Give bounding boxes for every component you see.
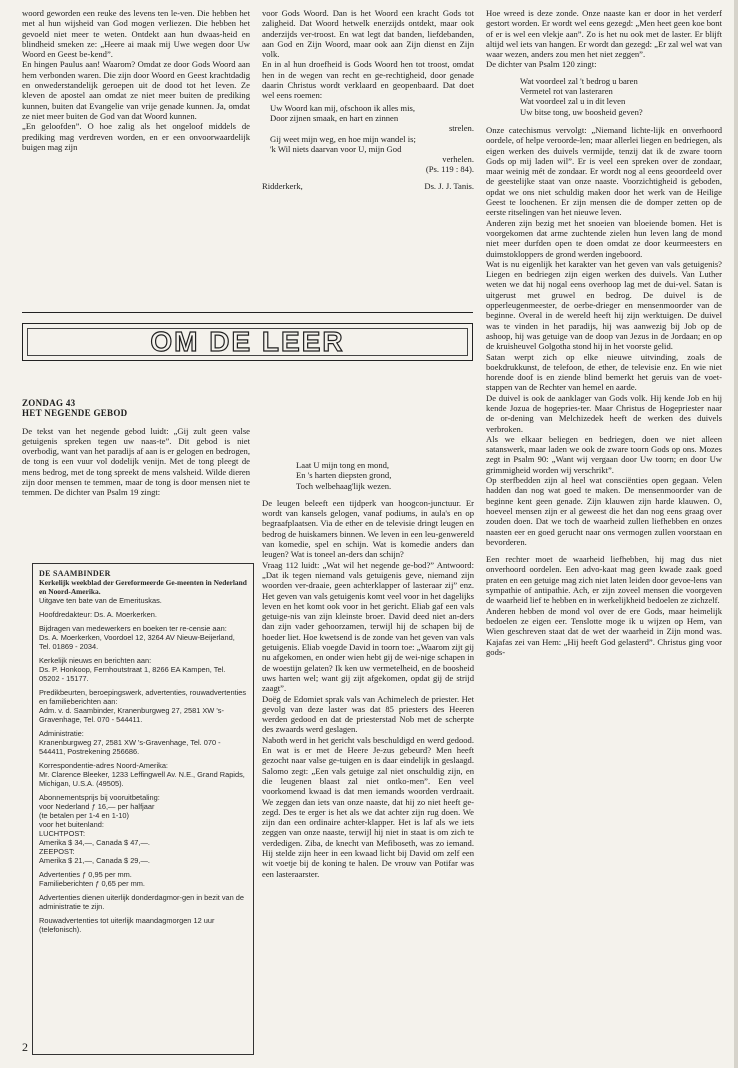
verse-line: Wat voordeel zal u in dit leven [520, 96, 626, 107]
colophon-air-price: Amerika $ 34,—, Canada $ 47,—. [39, 838, 150, 847]
colophon-sub-abroad: voor het buitenland: [39, 820, 104, 829]
colophon-church-news-address: Ds. P. Honkoop, Fernhoutstraat 1, 8266 EA Kampen, Tel. 05202 - 15177. [39, 665, 226, 683]
banner-title: OM DE LEER [150, 326, 345, 357]
paragraph: Een rechter moet de waarheid liefhebben, hij mag dus niet onverhoord oordelen. Een advo-kaat mag geen kwade zaak goed praten en een getuige mag zich niet laten leiden door gevoe-lens van sympathie of antipathie. Ach, er zijn zoveel mensen die voorgeven de waarheid lief te hebben en in werkelijkheid bedoelen ze zichzelf. [486, 554, 722, 606]
psalm-verse [296, 460, 474, 491]
paragraph: woord geworden een reuke des levens ten le-ven. Die hebben het met al hun wijsheid van God mogen verliezen. Die hebben het gevoeld niet meer te weten. Ontdekt aan hun dwaas-heid en blindheid smeken ze: „Heere ai maak mij Uwe wegen door Uw Woord en Geest be-kend”. [22, 8, 250, 60]
paragraph: En in al hun droefheid is Gods Woord hen tot troost, omdat hen in de wegen van recht en ge-rechtigheid, door genade daarin Christus wordt verklaard en geopenbaard. Dat doet wel eens roemen: [262, 59, 474, 101]
colophon-fam-price: Familieberichten ƒ 0,65 per mm. [39, 879, 145, 888]
colophon-adv-price: Advertenties ƒ 0,95 per mm. [39, 870, 132, 879]
colophon-sub-nl-note: (te betalen per 1-4 en 1-10) [39, 811, 129, 820]
verse-line: En 's harten diepsten grond, [296, 470, 392, 481]
colophon-ads-address: Adm. v. d. Saambinder, Kranenburgweg 27, 2581 XW 's-Gravenhage, Tel. 070 - 544411. [39, 706, 224, 724]
section-divider [22, 312, 473, 313]
verse-line: Laat U mijn tong en mond, [296, 460, 390, 470]
verse-line: 'k Wil niets daarvan voor U, mijn God [270, 143, 402, 154]
paragraph: Hoe wreed is deze zonde. Onze naaste kan er door in het verderf gestort worden. Er wordt wel eens gezegd: „Men heet geen koe bont of er is wel een vlekje aan”. Zo is het nu ook met de laster. Er blijft altijd wel iets van hangen. Er wordt dan gezegd: „Er zal wel wat van waar wezen, anders zou men het niet zeggen”. [486, 8, 722, 60]
colophon-contrib-address: Ds. A. Moerkerken, Voordoel 12, 3264 AV Nieuw-Beijerland, Tel. 01869 - 2034. [39, 633, 235, 651]
verse-line: Uw Woord kan mij, ofschoon ik alles mis, [270, 102, 415, 113]
paragraph: De dichter van Psalm 120 zingt: [486, 59, 597, 70]
verse-line: Toch welbehaag'lijk wezen. [296, 480, 392, 491]
colophon-sea-label: ZEEPOST: [39, 847, 75, 856]
colophon-admin-address: Kranenburgweg 27, 2581 XW 's-Gravenhage, Tel. 070 - 544411, Postrekening 256686. [39, 738, 221, 756]
paragraph: Anderen zijn bezig met het snoeien van bloeiende bomen. Het is voorgekomen dat arme zuchtende zielen hun leven lang de mond niet meer durfden open te doen omdat ze door keurmeesters en duimstokloppers de grond werden ingeboord. [486, 217, 722, 259]
colophon-church-news-label: Kerkelijk nieuws en berichten aan: [39, 656, 152, 665]
signature-line [262, 181, 474, 191]
paragraph: Naboth werd in het gericht vals beschuldigd en werd gedood. En wat is er met de Heere Je-zus gebeurd? Men heeft gezocht naar valse ge-tuigen en is daar eindelijk in geslaagd. Salomo zegt: „Een vals getuige zal niet onschuldig zijn, en die leugenen blaast zal niet ontko-men”. Een veel voorkomend kwaad is dat men iemands woorden verdraait. We zeggen dan iets van onze naaste, dat hij zo niet heeft ge-zegd. Des te erger is het als we dat achter zijn rug doen. We zijn dan een ordinaire achter-klapper. Het is laf als we iets zeggen van onze naaste, terwijl hij niet in staat is om zich te verdedigen. Ziba, de knecht van Mefiboseth, was zo iemand. Hij stelde zijn heer in een kwaad licht bij David om zelf een wit voetje bij de koning te halen. De vrouw van Potifar was een lasteraarster. [262, 734, 474, 879]
paragraph: Vraag 112 luidt: „Wat wil het negende ge-bod?” Antwoord: „Dat ik tegen niemand vals getuigenis geve, niemand zijn woorden ver-draaie, geen achterklapper of lasteraar zij” enz. Het geven van vals getuigenis komt veel voor in het dagelijks leven en het komt ook voor in het gericht. Eliab gaf een vals getuige-nis van zijn kleinste broer. David deed niet an-ders dan zijn vader gehoorzamen, terwijl hij de schapen bij de hoeder liet. Hoe kwetsend is de zonde van het geven van vals getuigenis. Eliab voegde David in toorn toe: „Waarom zijt gij nu afgekomen, en onder wien hebt gij de wei-nige schapen in de woestijn gelaten? Ik ken uw vermetelheid, en de boosheid uws harten wel; want gij zijt afgekomen, opdat gij de strijd zaagt”. [262, 559, 474, 694]
top-column-1 [22, 8, 250, 152]
paragraph: Onze catechismus vervolgt: „Niemand lichte-lijk en onverhoord oordele, of helpe veroorde-len; maar allerlei liegen en bedriegen, als eigen werken des duivels vermijde, tenzij dat ik de zware toorn Gods op mij laden wil”. Er is veel een spreken over de zondaar, maar weinig mét de zondaar. Er wordt nog al eens geoordeeld over de geestelijke staat van onze naaste. Voorzichtigheid is geboden, opdat we ons niet schuldig maken door het werk van de Heilige Geest te loochenen. Er zijn mensen die de domper zetten op de eerste ritselingen van het nieuwe leven. [486, 124, 722, 218]
paragraph: De leugen beleeft een tijdperk van hoogcon-junctuur. Er wordt van kansels gelogen, vanaf podiums, in aula's en op begraafplaatsen. Via de ether en de televisie dringt leugen en bedrog de huiskamers binnen. We leven in een leu-genwereld van komedie, spel en schijn. Wat is komedie anders dan leugen? Wat is toneel an-ders dan schijn? [262, 497, 474, 560]
paragraph: De duivel is ook de aanklager van Gods volk. Hij kende Job en hij kende Jozua de hogepries-ter. Maar Christus de Hogepriester naar de or-dening van Melchizedek heeft de werken des duivels verbroken. [486, 392, 722, 434]
top-column-2 [262, 8, 474, 191]
paragraph: De tekst van het negende gebod luidt: „Gij zult geen valse getuigenis spreken tegen uw naas-te”. Dit gebod is niet overbodig, want van het paradijs af aan is er gelogen en bedrogen, de tong is een vuur vol dodelijk venijn. Met de tong pleegt de mens bedrog, met de tong spreekt de mens valsheid. Wilde dieren zijn door mensen te temmen, maar de tong is door mensen niet te temmen. De dichter van Psalm 19 zingt: [22, 425, 250, 498]
paragraph: Satan werpt zich op elke nieuwe uitvinding, zoals de boekdrukkunst, de telefoon, de ether, de televisie enz. En wie niet horende doof is en ziende blind bemerkt het geruis van de voet-stappen van de Rechter van hemel en aarde. [486, 351, 722, 393]
paragraph: En hingen Paulus aan! Waarom? Omdat ze door Gods Woord aan hem verbonden waren. Die zijn door Woord en Geest krachtdadig en onwederstandelijk geroepen uit de dood tot het leven. Ze kleven de apostel aan omdat ze niet meer buiten de prediking kunnen, buiten dat Evangelie van vrije genade kunnen. Ja, omdat ze niet meer buiten de God van dat Woord kunnen. [22, 59, 250, 121]
colophon-sea-price: Amerika $ 21,—, Canada $ 29,—. [39, 856, 150, 865]
colophon-title: DE SAAMBINDER [39, 569, 111, 578]
colophon-chief-editor: Hoofdredakteur: Ds. A. Moerkerken. [39, 610, 157, 619]
signature-author: Ds. J. J. Tanis. [424, 180, 474, 191]
colophon-sub-label: Abonnementsprijs bij vooruitbetaling: [39, 793, 160, 802]
verse-line: strelen. [448, 123, 474, 134]
paragraph: Op sterfbedden zijn al heel wat consciënties open gegaan. Velen hadden dan nog wat goed te maken. De mensenmoorder van de beginne kent geen genade. Zijn klauwen zijn harde klauwen. O, hoeveel mensen zijn er al geweest die het dan nog eens graag over zouden doen. Dat we toch de waarheid zullen liefhebben en onzes naasten eer en goed gerucht naar ons vermogen zullen voorstaan en bevorderen. [486, 475, 722, 547]
signature-place: Ridderkerk, [262, 180, 303, 191]
colophon-sub-nl: voor Nederland ƒ 16,— per halfjaar [39, 802, 155, 811]
colophon-subtitle: Kerkelijk weekblad der Gereformeerde Ge-meenten in Nederland en Noord-Amerika. [39, 578, 247, 596]
colophon-na-address: Mr. Clarence Bleeker, 1233 Leffingwell Av. N.E., Grand Rapids, Michigan, U.S.A. (49505). [39, 770, 245, 788]
paragraph: Als we elkaar beliegen en bedriegen, doen we niet alleen satanswerk, maar laden we ook de zware toorn Gods op ons. Mozes zegt in Psalm 90: „Want wij vergaan door Uw toorn; en door Uw grimmigheid worden wij verschrikt”. [486, 433, 722, 475]
colophon-air-label: LUCHTPOST: [39, 829, 85, 838]
verse-line: Door zijnen smaak, en hart en zinnen [270, 112, 399, 123]
colophon-contrib-label: Bijdragen van medewerkers en boeken ter re-censie aan: [39, 624, 227, 633]
page-edge-shadow [734, 0, 738, 1068]
commandment-heading: HET NEGENDE GEBOD [22, 408, 128, 419]
paragraph: Wat is nu eigenlijk het karakter van het geven van vals getuigenis? Liegen en bedriegen zijn eigen werken des duivels. Van Luther weten we dat hij nogal eens overhoop lag met de dui-vel. Satan is uitgerust met gruwel en bedrog. De duivel is de opperleugenmeester, de oerbe-drieger en mensenmoorder van de beginne. Overal in de wereld heeft hij zijn werktuigen. De duivel was te vinden in het paradijs, hij was aanwezig bij Job op de ashoop, hij was getuige van de doop van Jezus in de Jordaan; en op de kruisheuvel Golgotha stond hij in het voorste gelid. [486, 258, 722, 352]
paragraph: Doëg de Edomiet sprak vals van Achimelech de priester. Het gevolg van deze laster was dat 85 priesters des Heeren werden gedood en dat de priesterstad Nob met de scherpte des zwaards werd geslagen. [262, 693, 474, 735]
page-number: 2 [22, 1040, 28, 1054]
paragraph: voor Gods Woord. Dan is het Woord een kracht Gods tot zaligheid. Dat Woord hetwelk enerzijds ontdekt, maar ook anderzijds ver-troost. En wat legt dat banden, liefdebanden, aan God en Zijn Woord, maar ook aan Zijn dienst en Zijn volk. [262, 8, 474, 60]
psalm-verse [520, 76, 722, 117]
sunday-heading: ZONDAG 43 [22, 398, 76, 408]
verse-line: Vermetel rot van lasteraren [520, 86, 613, 97]
colophon-rouw-deadline: Rouwadvertenties tot uiterlijk maandagmorgen 12 uur (telefonisch). [39, 916, 215, 934]
colophon-ads-label: Predikbeurten, beroepingswerk, advertenties, rouwadvertenties en familieberichten aan: [39, 688, 247, 706]
verse-line: Gij weet mijn weg, en hoe mijn wandel is; [270, 133, 416, 144]
verse-line: verhelen. [442, 154, 474, 165]
sunday-intro [22, 398, 250, 498]
verse-reference: (Ps. 119 : 84). [425, 164, 474, 175]
paragraph: Anderen hebben de mond vol over de ere Gods, maar heimelijk bedoelen ze eigen eer. Tenslotte moge ik u wijzen op Hem, van Wien geschreven staat dat de wet der waarheid in Zijn mond was. Kajafas zei van Hem: „Hij heeft God gelasterd”. Christus ging voor gods- [486, 605, 722, 657]
colophon-admin-label: Administratie: [39, 729, 84, 738]
colophon-na-label: Korrespondentie-adres Noord-Amerika: [39, 761, 168, 770]
middle-column [262, 458, 474, 879]
colophon-deadline: Advertenties dienen uiterlijk donderdagmor-gen in bezit van de administratie te zijn. [39, 893, 245, 911]
right-column [486, 8, 722, 657]
section-banner [22, 323, 473, 361]
psalm-verse [270, 103, 474, 175]
verse-line: Uw bitse tong, uw boosheid geven? [520, 106, 643, 117]
banner-frame [27, 328, 468, 356]
colophon-box [32, 563, 254, 1055]
verse-line: Wat voordeel zal 't bedrog u baren [520, 75, 638, 86]
paragraph: „En geloofden”. O hoe zalig als het ongeloof middels de prediking mag verdreven worden, en er een onvoorwaardelijk buigen mag zijn [22, 121, 250, 152]
colophon-publisher: Uitgave ten bate van de Emerituskas. [39, 596, 162, 605]
